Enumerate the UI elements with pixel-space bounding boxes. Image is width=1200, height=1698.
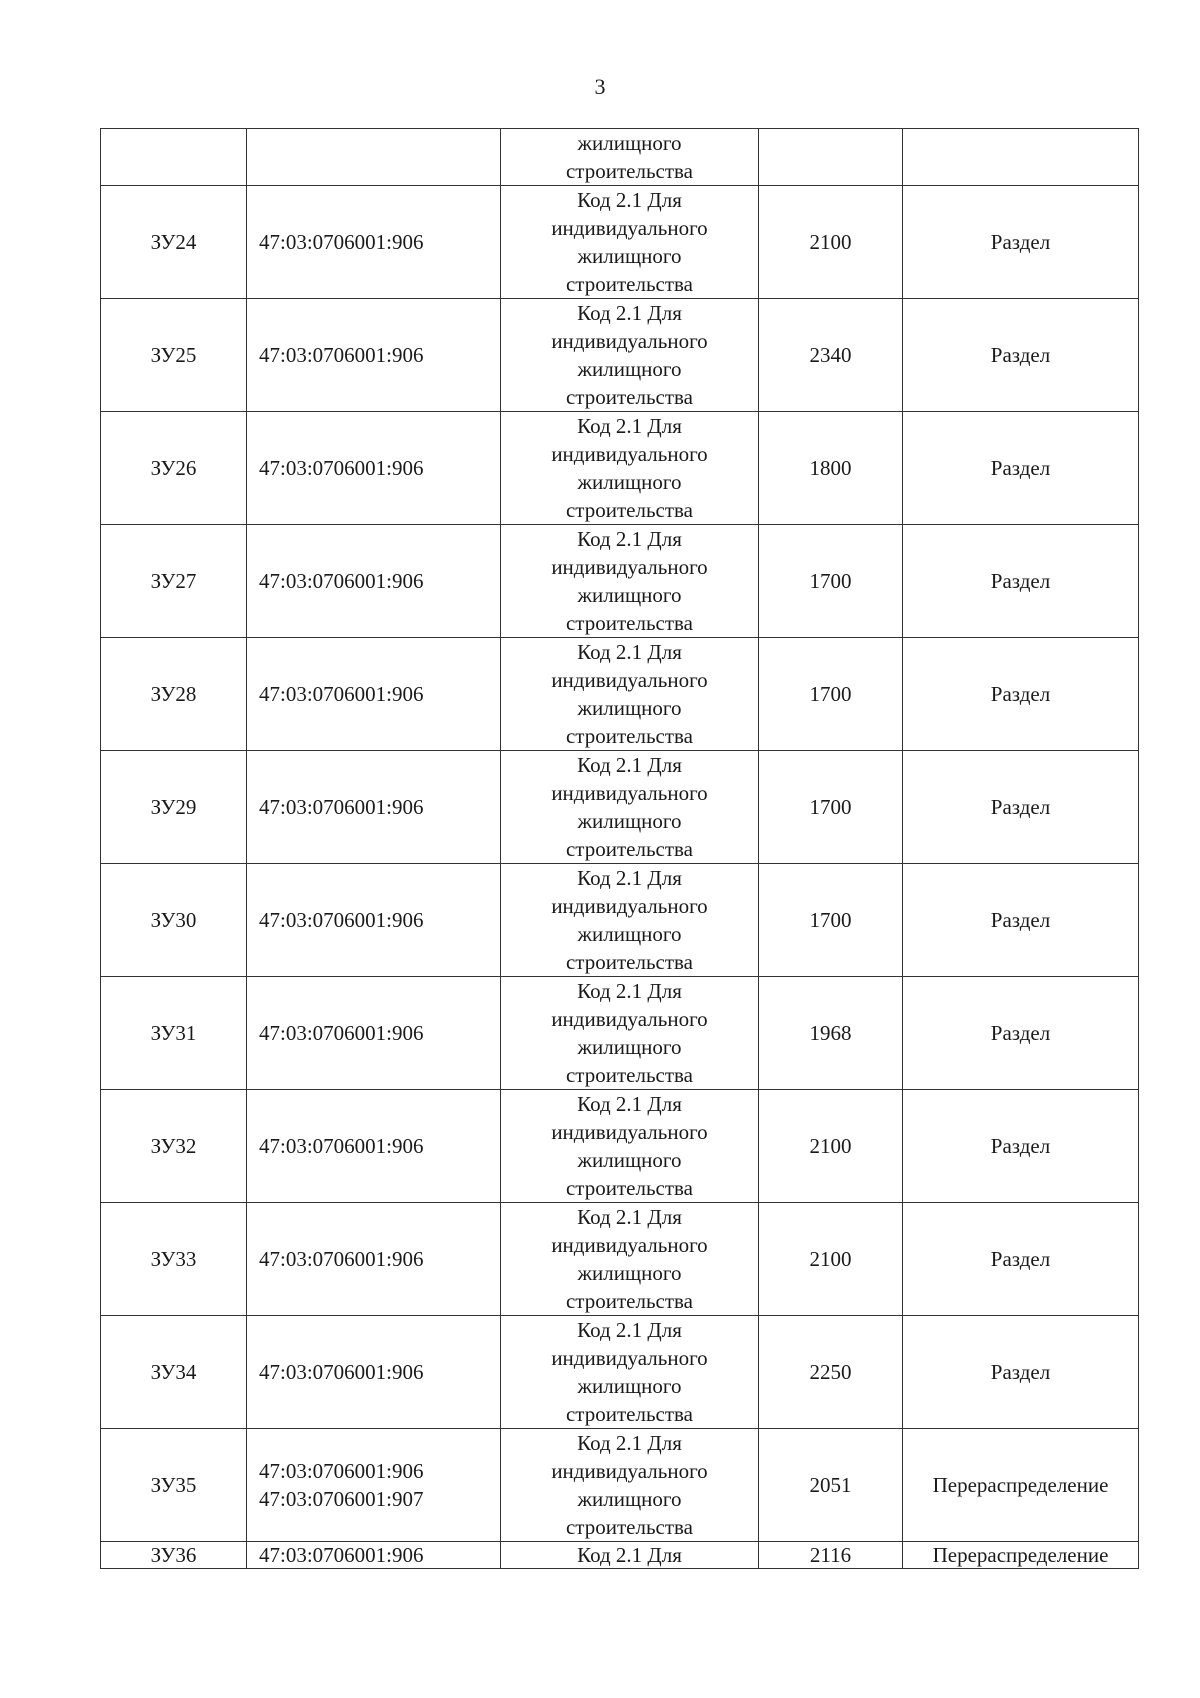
purpose-line: Код 2.1 Для [577,1431,682,1455]
cell-purpose [501,412,759,525]
cadastral-number: 47:03:0706001:906 [259,343,424,367]
cell-cadastral [247,1316,501,1429]
table-row [101,638,1139,751]
table-row [101,864,1139,977]
cell-id: ЗУ34 [101,1316,247,1429]
cell-method [903,129,1139,186]
purpose-line: строительства [565,385,693,409]
cell-area: 1700 [759,525,903,638]
table-row [101,1316,1139,1429]
cell-method: Перераспределение [903,1542,1139,1569]
purpose-line: строительства [565,724,693,748]
cell-purpose [501,1429,759,1542]
table-row [101,1203,1139,1316]
cell-cadastral [247,1542,501,1569]
cell-purpose [501,977,759,1090]
cell-purpose [501,1542,759,1569]
table-row [101,186,1139,299]
purpose-line: жилищного [577,1148,682,1172]
cell-id: ЗУ29 [101,751,247,864]
cell-method: Раздел [903,186,1139,299]
purpose-line: строительства [565,1063,693,1087]
purpose-line: индивидуального [551,442,708,466]
purpose-line: жилищного [577,244,682,268]
purpose-line: жилищного [577,1035,682,1059]
cell-id: ЗУ26 [101,412,247,525]
purpose-line: строительства [565,611,693,635]
cell-method: Раздел [903,299,1139,412]
purpose-line: строительства [565,1515,693,1539]
cell-method: Раздел [903,412,1139,525]
cell-method: Раздел [903,864,1139,977]
cell-id: ЗУ24 [101,186,247,299]
cell-cadastral [247,751,501,864]
purpose-line: индивидуального [551,1120,708,1144]
table-row [101,525,1139,638]
cell-cadastral [247,299,501,412]
cell-purpose [501,186,759,299]
purpose-line: жилищного [577,1261,682,1285]
purpose-line: жилищного [577,922,682,946]
cell-method: Перераспределение [903,1429,1139,1542]
cadastral-number: 47:03:0706001:906 [259,1247,424,1271]
cadastral-number: 47:03:0706001:906 [259,230,424,254]
purpose-line: строительства [565,950,693,974]
cell-cadastral [247,638,501,751]
cell-cadastral [247,864,501,977]
cadastral-number: 47:03:0706001:906 [259,456,424,480]
purpose-line: индивидуального [551,329,708,353]
purpose-line: индивидуального [551,1459,708,1483]
cell-area: 1800 [759,412,903,525]
table-row [101,1090,1139,1203]
purpose-line: индивидуального [551,1346,708,1370]
purpose-line: Код 2.1 Для [577,527,682,551]
cadastral-number: 47:03:0706001:906 [259,1021,424,1045]
purpose-line: жилищного [577,809,682,833]
cell-cadastral [247,186,501,299]
purpose-line: индивидуального [551,216,708,240]
cell-purpose [501,129,759,186]
cell-area: 1700 [759,751,903,864]
cell-method: Раздел [903,751,1139,864]
page-number: 3 [594,74,606,99]
cadastral-number: 47:03:0706001:906 [259,1459,424,1483]
cell-purpose [501,1316,759,1429]
cell-area: 1700 [759,638,903,751]
purpose-line: Код 2.1 Для [577,640,682,664]
cell-id: ЗУ36 [101,1542,247,1569]
purpose-line: жилищного [577,131,682,155]
cell-cadastral [247,1429,501,1542]
cadastral-number: 47:03:0706001:906 [259,1134,424,1158]
purpose-line: строительства [565,1176,693,1200]
purpose-line: Код 2.1 Для [577,188,682,212]
cell-method: Раздел [903,1090,1139,1203]
purpose-line: Код 2.1 Для [577,414,682,438]
cadastral-number: 47:03:0706001:906 [259,1543,424,1567]
cell-id: ЗУ32 [101,1090,247,1203]
purpose-line: индивидуального [551,894,708,918]
cell-id: ЗУ35 [101,1429,247,1542]
cell-method: Раздел [903,638,1139,751]
cell-id: ЗУ33 [101,1203,247,1316]
cell-purpose [501,1203,759,1316]
cell-area: 1968 [759,977,903,1090]
purpose-line: Код 2.1 Для [577,1092,682,1116]
table-row-continuation [101,129,1139,186]
purpose-line: жилищного [577,470,682,494]
cell-cadastral [247,129,501,186]
purpose-line: Код 2.1 Для [577,1205,682,1229]
purpose-line: строительства [565,1402,693,1426]
purpose-line: строительства [565,272,693,296]
purpose-line: Код 2.1 Для [577,1318,682,1342]
cell-id: ЗУ27 [101,525,247,638]
cell-method: Раздел [903,977,1139,1090]
cell-area: 2340 [759,299,903,412]
cell-id: ЗУ28 [101,638,247,751]
purpose-line: Код 2.1 Для [577,753,682,777]
cadastral-number: 47:03:0706001:907 [259,1487,424,1511]
cell-purpose [501,638,759,751]
purpose-line: жилищного [577,1487,682,1511]
purpose-line: жилищного [577,357,682,381]
purpose-line: строительства [565,498,693,522]
cell-area: 2100 [759,1203,903,1316]
cadastral-number: 47:03:0706001:906 [259,908,424,932]
purpose-line: строительства [565,1289,693,1313]
cell-area: 2116 [759,1542,903,1569]
cell-purpose [501,525,759,638]
cell-cadastral [247,412,501,525]
cadastral-number: 47:03:0706001:906 [259,1360,424,1384]
cell-id: ЗУ30 [101,864,247,977]
cell-id [101,129,247,186]
purpose-line: жилищного [577,1374,682,1398]
cell-cadastral [247,1090,501,1203]
table-row [101,751,1139,864]
purpose-line: Код 2.1 Для [577,866,682,890]
table-row [101,412,1139,525]
cell-cadastral [247,1203,501,1316]
cell-area [759,129,903,186]
purpose-line: строительства [565,159,693,183]
cell-area: 2100 [759,186,903,299]
cell-area: 1700 [759,864,903,977]
cadastral-number: 47:03:0706001:906 [259,682,424,706]
cell-area: 2051 [759,1429,903,1542]
cell-area: 2100 [759,1090,903,1203]
purpose-line: жилищного [577,696,682,720]
cadastral-number: 47:03:0706001:906 [259,795,424,819]
table-row [101,299,1139,412]
purpose-line: строительства [565,837,693,861]
land-plots-table [100,128,1139,1569]
cell-purpose [501,751,759,864]
cell-method: Раздел [903,1203,1139,1316]
cell-id: ЗУ25 [101,299,247,412]
cell-cadastral [247,977,501,1090]
cell-area: 2250 [759,1316,903,1429]
cell-method: Раздел [903,525,1139,638]
table-row [101,1429,1139,1542]
cell-cadastral [247,525,501,638]
cell-purpose [501,1090,759,1203]
purpose-line: Код 2.1 Для [577,979,682,1003]
cell-method: Раздел [903,1316,1139,1429]
purpose-line: жилищного [577,583,682,607]
cell-purpose [501,864,759,977]
purpose-line: индивидуального [551,555,708,579]
cell-purpose [501,299,759,412]
table-row [101,977,1139,1090]
cell-id: ЗУ31 [101,977,247,1090]
purpose-line: Код 2.1 Для [577,1543,682,1567]
table-row [101,1542,1139,1569]
purpose-line: индивидуального [551,1007,708,1031]
purpose-line: индивидуального [551,668,708,692]
cadastral-number: 47:03:0706001:906 [259,569,424,593]
purpose-line: Код 2.1 Для [577,301,682,325]
table-body [101,129,1139,1569]
purpose-line: индивидуального [551,781,708,805]
purpose-line: индивидуального [551,1233,708,1257]
